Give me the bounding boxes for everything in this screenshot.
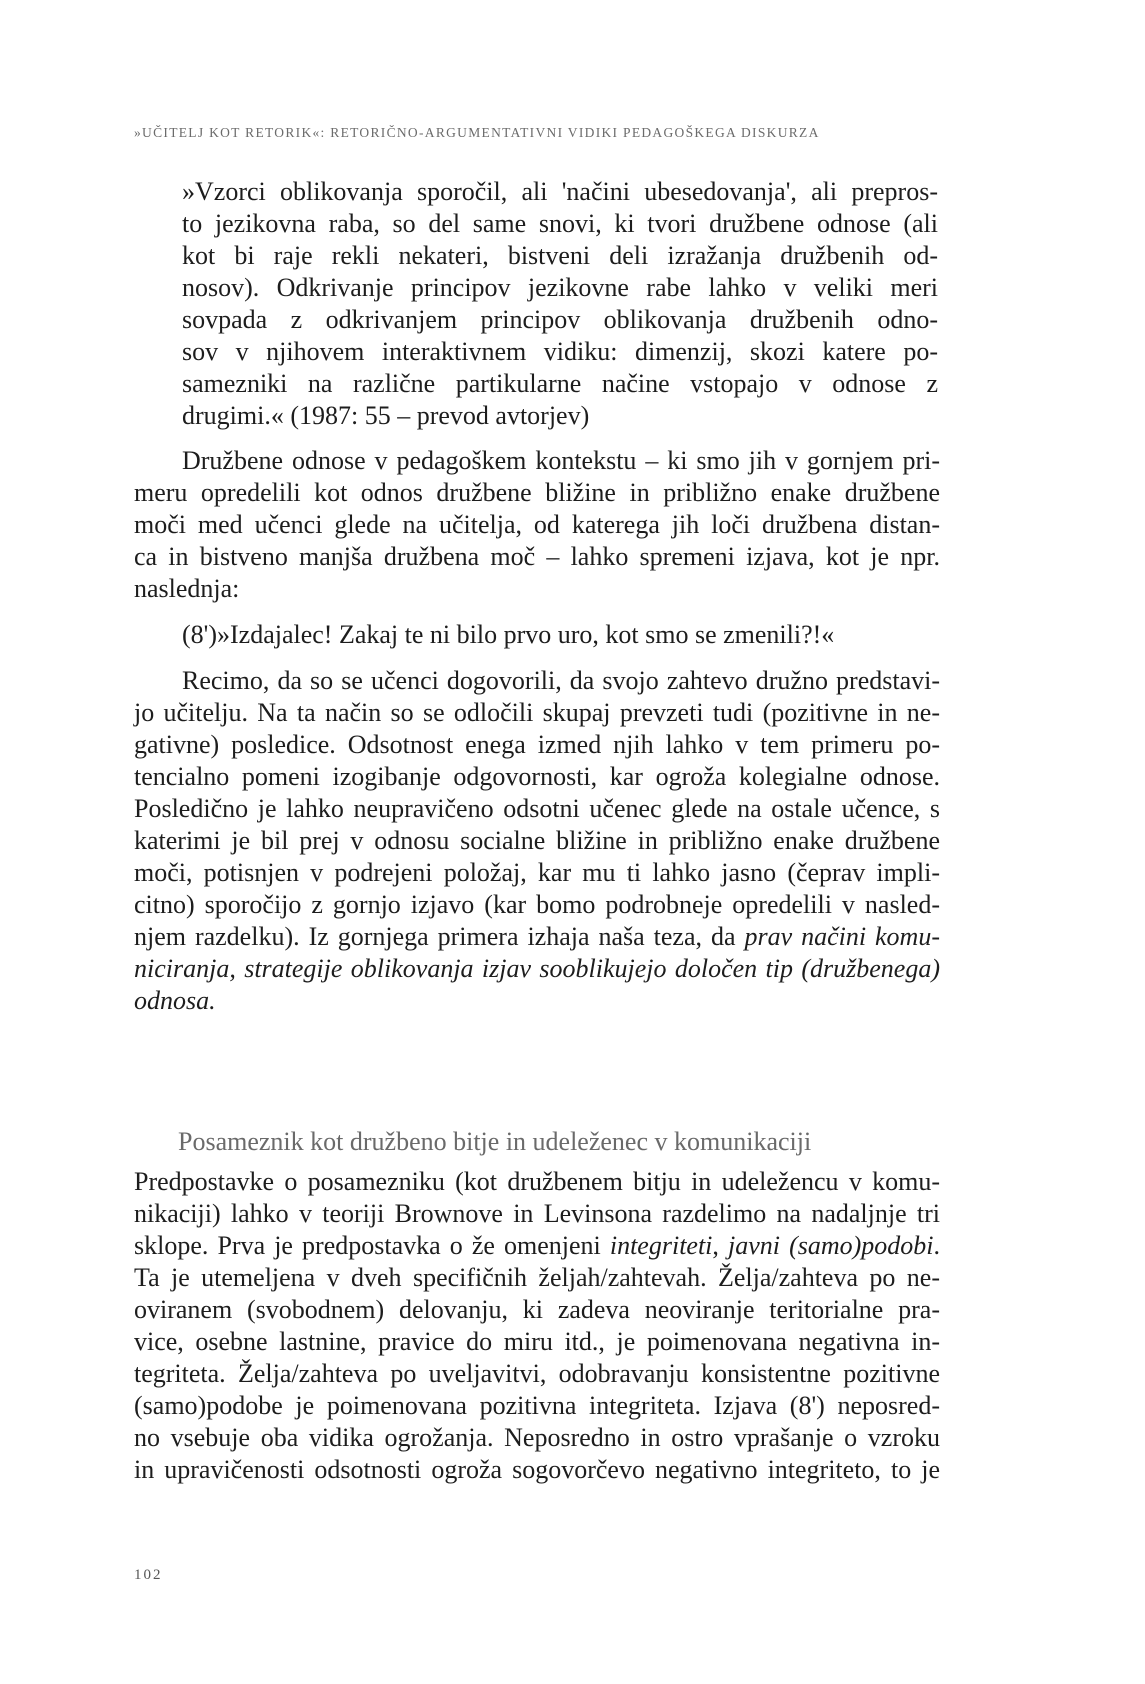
text-line: nikaciji) lahko v teoriji Brownove in Levinsona razdelimo na nadaljnje tri (134, 1199, 940, 1228)
text-line: oviranem (svobodnem) delovanju, ki zadeva neoviranje teritorialne pra- (134, 1295, 940, 1324)
quote-line: sovpada z odkrivanjem principov oblikovanja družbenih odno- (182, 305, 938, 334)
text-line: tencialno pomeni izogibanje odgovornosti, kar ogroža kolegialne odnose. (134, 762, 940, 791)
text-italic: odnosa. (134, 986, 216, 1015)
quote-line: »Vzorci oblikovanja sporočil, ali 'načini ubesedovanja', ali prepros- (182, 177, 938, 206)
text-italic: niciranja, strategije oblikovanja izjav sooblikujejo določen tip (družbenega) (134, 954, 940, 983)
quote-line: nosov). Odkrivanje principov jezikovne rabe lahko v veliki meri (182, 273, 938, 302)
text-line (134, 953, 940, 985)
text-plain: . (933, 1231, 941, 1260)
quote-line: drugimi.« (1987: 55 – prevod avtorjev) (182, 401, 590, 430)
text-line (134, 921, 940, 953)
text-line: (samo)podobe je poimenovana pozitivna integriteta. Izjava (8') neposred- (134, 1391, 940, 1420)
text-line (134, 985, 940, 1017)
text-line: katerimi je bil prej v odnosu socialne bližine in približno enake družbene (134, 826, 940, 855)
text-line: tegriteta. Želja/zahteva po uveljavitvi, odobravanju konsistentne pozitivne (134, 1359, 940, 1388)
text-line: gativne) posledice. Odsotnost enega izmed njih lahko v tem primeru po- (134, 730, 940, 759)
page-number: 102 (134, 1567, 163, 1583)
text-plain: sklope. Prva je predpostavka o že omenjeni (134, 1231, 610, 1260)
text-line: vice, osebne lastnine, pravice do miru itd., je poimenovana negativna in- (134, 1327, 940, 1356)
text-line: jo učitelju. Na ta način so se odločili skupaj prevzeti tudi (pozitivne in ne- (134, 698, 940, 727)
quote-line: kot bi raje rekli nekateri, bistveni deli izražanja družbenih od- (182, 241, 938, 270)
text-line: Družbene odnose v pedagoškem kontekstu – ki smo jih v gornjem pri- (182, 446, 940, 475)
text-line: in upravičenosti odsotnosti ogroža sogovorčevo negativno integriteto, to je (134, 1455, 940, 1484)
text-italic: prav načini komu- (744, 922, 940, 951)
text-italic: javni (samo)podobi (728, 1231, 934, 1260)
example-utterance: (8')»Izdajalec! Zakaj te ni bilo prvo uro, kot smo se zmenili?!« (182, 620, 835, 649)
text-line: moči med učenci glede na učitelja, od katerega jih loči družbena distan- (134, 510, 940, 539)
text-line: moči, potisnjen v podrejeni položaj, kar mu ti lahko jasno (čeprav impli- (134, 858, 940, 887)
quote-line: to jezikovna raba, so del same snovi, ki tvori družbene odnose (ali (182, 209, 938, 238)
text-line: Recimo, da so se učenci dogovorili, da svojo zahtevo družno predstavi- (182, 666, 940, 695)
text-line: Predpostavke o posamezniku (kot družbenem bitju in udeležencu v komu- (134, 1167, 940, 1196)
text-line: naslednja: (134, 574, 240, 603)
text-plain: , (712, 1231, 728, 1260)
running-head: »UČITELJ KOT RETORIK«: RETORIČNO-ARGUMENTATIVNI VIDIKI PEDAGOŠKEGA DISKURZA (134, 125, 820, 140)
quote-line: samezniki na različne partikularne načine vstopajo v odnose z (182, 369, 938, 398)
text-line: Ta je utemeljena v dveh specifičnih željah/zahtevah. Želja/zahteva po ne- (134, 1263, 940, 1292)
text-line: no vsebuje oba vidika ogrožanja. Neposredno in ostro vprašanje o vzroku (134, 1423, 940, 1452)
quote-line: sov v njihovem interaktivnem vidiku: dimenzij, skozi katere po- (182, 337, 938, 366)
text-italic: integriteti (609, 1231, 713, 1260)
text-line: meru opredelili kot odnos družbene bližine in približno enake družbene (134, 478, 940, 507)
text-line: ca in bistveno manjša družbena moč – lahko spremeni izjava, kot je npr. (134, 542, 940, 571)
text-line: Posledično je lahko neupravičeno odsotni učenec glede na ostale učence, s (134, 794, 940, 823)
section-heading: Posameznik kot družbeno bitje in udeleženec v komunikaciji (178, 1127, 812, 1156)
text-line (134, 1230, 940, 1262)
text-line: citno) sporočijo z gornjo izjavo (kar bomo podrobneje opredelili v nasled- (134, 890, 940, 919)
text-plain: njem razdelku). Iz gornjega primera izhaja naša teza, da (134, 922, 745, 951)
